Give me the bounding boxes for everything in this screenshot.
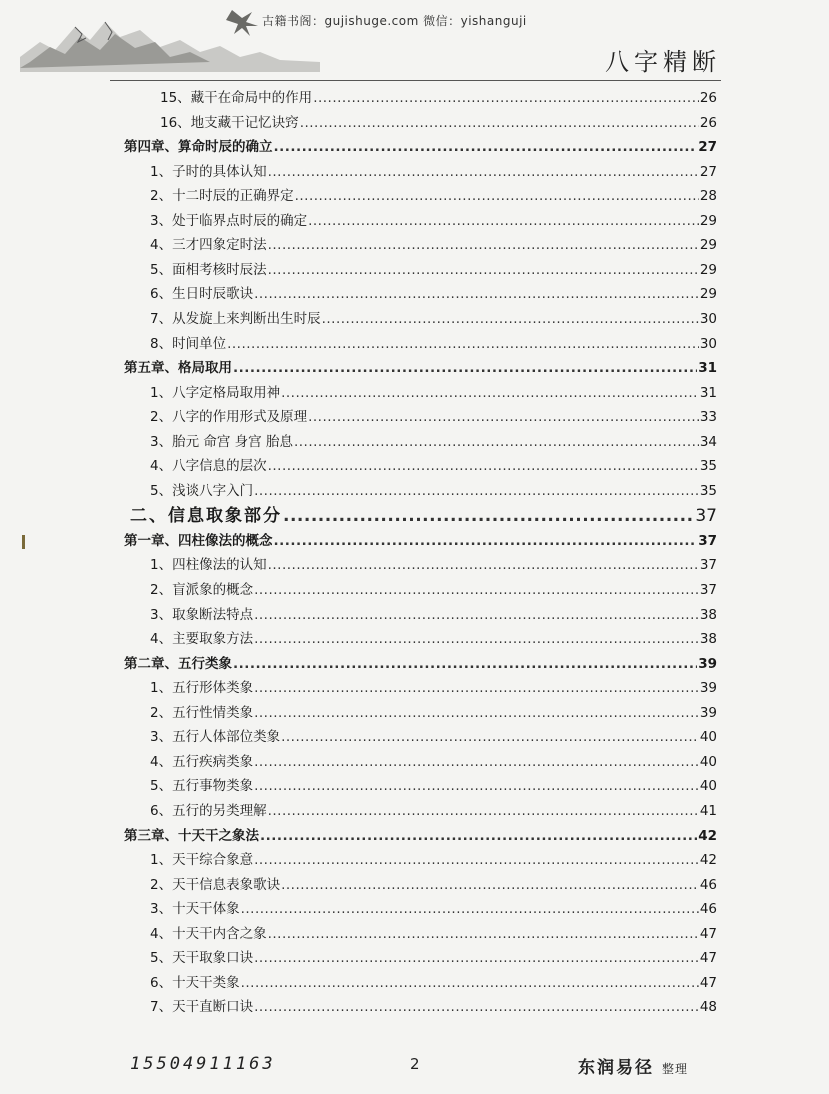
toc-entry-label: 2、五行性情类象 (150, 704, 254, 721)
toc-page-number: 37 (698, 532, 717, 549)
toc-page-number: 41 (699, 802, 717, 819)
toc-entry (150, 405, 717, 429)
toc-page-number: 47 (699, 950, 717, 967)
toc-part-entry (130, 503, 717, 529)
toc-entry (150, 701, 717, 725)
toc-page-number: 38 (699, 631, 717, 648)
toc-entry-label: 1、八字定格局取用神 (150, 384, 281, 401)
toc-entry-label: 4、五行疾病类象 (150, 753, 254, 770)
toc-entry (160, 111, 717, 135)
toc-entry-label: 第二章、五行类象 (124, 655, 232, 672)
watermark-text: 古籍书阁：gujishuge.com 微信：yishanguji (262, 14, 527, 28)
toc-page-number: 26 (699, 114, 717, 131)
toc-entry (150, 332, 717, 356)
toc-page-number: 27 (698, 139, 717, 156)
toc-leader-dots (268, 799, 699, 823)
toc-page-number: 28 (699, 188, 717, 205)
toc-leader-dots (227, 332, 699, 356)
toc-leader-dots (233, 356, 697, 380)
toc-entry-label: 5、面相考核时辰法 (150, 261, 267, 278)
toc-entry-label: 第一章、四柱像法的概念 (124, 532, 273, 549)
book-title: 八字精断 (605, 48, 721, 76)
toc-entry (150, 578, 717, 602)
toc-entry-label: 3、十天干体象 (150, 901, 240, 918)
footer-publisher (578, 1053, 688, 1078)
toc-entry-label: 第五章、格局取用 (124, 360, 232, 377)
toc-page-number: 30 (699, 310, 717, 327)
toc-entry (150, 430, 717, 454)
toc-leader-dots (274, 529, 698, 553)
binding-mark (22, 535, 25, 549)
toc-entry (150, 995, 717, 1019)
toc-entry (150, 750, 717, 774)
toc-entry-label: 5、天干取象口诀 (150, 950, 254, 967)
toc-entry-label: 6、十天干类象 (150, 974, 240, 991)
toc-leader-dots (322, 307, 699, 331)
toc-entry-label: 7、天干直断口诀 (150, 999, 254, 1016)
toc-leader-dots (254, 848, 699, 872)
toc-entry (150, 946, 717, 970)
toc-page-number: 34 (699, 433, 717, 450)
toc-page-number: 29 (699, 212, 717, 229)
toc-entry-label: 3、胎元 命宫 身宫 胎息 (150, 433, 293, 450)
toc-leader-dots (283, 503, 694, 529)
toc-entry (150, 897, 717, 921)
toc-leader-dots (281, 725, 699, 749)
toc-leader-dots (233, 652, 697, 676)
toc-leader-dots (254, 479, 699, 503)
toc-leader-dots (268, 454, 699, 478)
toc-page-number: 48 (699, 999, 717, 1016)
toc-page-number: 40 (699, 753, 717, 770)
toc-chapter-entry (124, 356, 717, 380)
toc-entry-label: 8、时间单位 (150, 335, 227, 352)
toc-entry-label: 16、地支藏干记忆诀窍 (160, 114, 299, 131)
toc-entry-label: 二、信息取象部分 (130, 506, 282, 527)
toc-leader-dots (254, 676, 699, 700)
publisher-name: 东润易径 (578, 1058, 654, 1078)
toc-entry (150, 774, 717, 798)
toc-entry (150, 971, 717, 995)
toc-page-number: 37 (699, 582, 717, 598)
toc-page-number: 29 (699, 261, 717, 278)
toc-chapter-entry (124, 652, 717, 676)
toc-page-number: 39 (698, 655, 717, 672)
toc-page-number: 29 (699, 286, 717, 303)
toc-leader-dots (254, 701, 699, 725)
footer-page-number: 2 (410, 1055, 420, 1073)
toc-leader-dots (268, 922, 699, 946)
toc-chapter-entry (124, 529, 717, 553)
toc-page-number: 37 (695, 506, 717, 527)
toc-entry-label: 1、天干综合象意 (150, 852, 254, 869)
toc-leader-dots (254, 995, 699, 1019)
toc-entry (160, 86, 717, 110)
toc-leader-dots (308, 209, 699, 233)
toc-entry (150, 258, 717, 282)
toc-leader-dots (268, 258, 699, 282)
toc-leader-dots (241, 897, 699, 921)
toc-leader-dots (254, 578, 699, 602)
toc-leader-dots (268, 233, 699, 257)
toc-entry-label: 4、八字信息的层次 (150, 458, 267, 475)
toc-entry (150, 282, 717, 306)
toc-entry (150, 381, 717, 405)
toc-entry-label: 2、十二时辰的正确界定 (150, 188, 294, 205)
toc-entry (150, 553, 717, 577)
toc-leader-dots (254, 603, 699, 627)
toc-entry-label: 1、子时的具体认知 (150, 163, 267, 180)
toc-entry-label: 5、浅谈八字入门 (150, 482, 254, 499)
toc-entry (150, 160, 717, 184)
toc-page-number: 35 (699, 482, 717, 499)
toc-entry (150, 627, 717, 651)
toc-entry-label: 1、四柱像法的认知 (150, 557, 267, 574)
toc-page-number: 47 (699, 974, 717, 991)
toc-leader-dots (268, 160, 699, 184)
toc-page-number: 29 (699, 237, 717, 254)
toc-entry-label: 第三章、十天干之象法 (124, 827, 259, 844)
toc-entry-label: 1、五行形体类象 (150, 680, 254, 697)
toc-page-number: 33 (699, 409, 717, 426)
toc-leader-dots (254, 774, 699, 798)
toc-entry (150, 603, 717, 627)
toc-leader-dots (281, 873, 699, 897)
toc-leader-dots (254, 750, 699, 774)
toc-entry-label: 3、五行人体部位类象 (150, 729, 281, 746)
toc-chapter-entry (124, 135, 717, 159)
toc-page-number: 47 (699, 925, 717, 942)
toc-page-number: 46 (699, 876, 717, 893)
footer-phone-number: 15504911163 (130, 1054, 276, 1074)
toc-entry (150, 233, 717, 257)
toc-page-number: 42 (698, 827, 717, 844)
toc-leader-dots (260, 824, 697, 848)
toc-page-number: 46 (699, 901, 717, 918)
toc-entry-label: 7、从发旋上来判断出生时辰 (150, 310, 321, 327)
toc-leader-dots (308, 405, 699, 429)
toc-entry (150, 454, 717, 478)
toc-leader-dots (313, 86, 699, 110)
toc-entry-label: 6、五行的另类理解 (150, 802, 267, 819)
toc-entry-label: 15、藏干在命局中的作用 (160, 90, 313, 106)
toc-entry-label: 2、天干信息表象歌诀 (150, 876, 281, 893)
toc-leader-dots (268, 553, 699, 577)
toc-page-number: 30 (699, 335, 717, 352)
toc-page-number: 26 (699, 90, 717, 106)
toc-leader-dots (294, 430, 699, 454)
toc-entry-label: 4、十天干内含之象 (150, 925, 267, 942)
toc-entry-label: 2、八字的作用形式及原理 (150, 409, 308, 426)
toc-leader-dots (254, 282, 699, 306)
toc-entry (150, 873, 717, 897)
toc-entry (150, 725, 717, 749)
toc-entry-label: 4、三才四象定时法 (150, 237, 267, 254)
toc-page-number: 31 (698, 360, 717, 377)
toc-page-number: 31 (699, 384, 717, 401)
toc-page-number: 39 (699, 680, 717, 697)
toc-page-number: 37 (699, 557, 717, 574)
toc-page-number: 39 (699, 704, 717, 721)
toc-entry-label: 3、处于临界点时辰的确定 (150, 212, 308, 229)
toc-page-number: 35 (699, 458, 717, 475)
toc-page-number: 40 (699, 729, 717, 746)
toc-chapter-entry (124, 824, 717, 848)
toc-page-number: 27 (699, 163, 717, 180)
toc-page-number: 38 (699, 606, 717, 623)
toc-page-number: 42 (699, 852, 717, 869)
toc-entry-label: 2、盲派象的概念 (150, 582, 254, 598)
toc-entry-label: 4、主要取象方法 (150, 631, 254, 648)
toc-entry-label: 第四章、算命时辰的确立 (124, 139, 273, 156)
toc-entry-label: 5、五行事物类象 (150, 778, 254, 795)
toc-entry (150, 676, 717, 700)
toc-entry-label: 6、生日时辰歌诀 (150, 286, 254, 303)
toc-entry (150, 479, 717, 503)
publisher-note: 整理 (662, 1062, 689, 1076)
toc-leader-dots (295, 184, 699, 208)
toc-leader-dots (241, 971, 699, 995)
toc-entry-label: 3、取象断法特点 (150, 606, 254, 623)
toc-leader-dots (281, 381, 699, 405)
toc-leader-dots (300, 111, 699, 135)
toc-entry (150, 848, 717, 872)
toc-entry (150, 307, 717, 331)
toc-page-number: 40 (699, 778, 717, 795)
toc-entry (150, 799, 717, 823)
toc-entry (150, 184, 717, 208)
toc-leader-dots (254, 627, 699, 651)
toc-entry (150, 209, 717, 233)
toc-leader-dots (274, 135, 698, 159)
header-divider (110, 80, 721, 81)
toc-entry (150, 922, 717, 946)
toc-leader-dots (254, 946, 699, 970)
